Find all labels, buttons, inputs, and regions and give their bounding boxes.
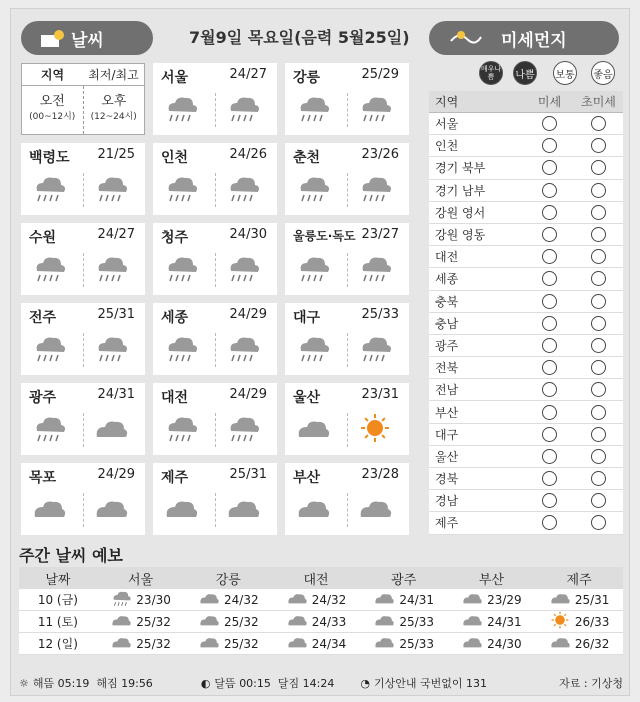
dust-region: 제주 — [435, 516, 459, 531]
city-card — [285, 223, 409, 295]
sun-icon — [549, 611, 571, 632]
weekly-temp: 24/34 — [311, 636, 347, 651]
cloud-icon — [461, 633, 483, 654]
rain-icon — [163, 173, 199, 207]
pm25-circle — [591, 271, 606, 286]
pm10-circle — [542, 160, 557, 175]
weekly-temp: 24/30 — [487, 636, 522, 651]
weekly-temp: 26/32 — [574, 636, 610, 651]
city-temp: 24/30 — [229, 227, 267, 242]
dust-row — [429, 379, 623, 401]
dust-region: 충북 — [435, 294, 459, 309]
pm25-circle — [591, 205, 606, 220]
weekly-temp: 24/32 — [224, 592, 259, 607]
weekly-col-city: 제주 — [566, 572, 592, 588]
dust-row — [429, 157, 623, 179]
rain-icon — [31, 173, 67, 207]
city-temp: 21/25 — [97, 147, 135, 162]
weekly-cell — [360, 633, 448, 654]
rain-icon — [357, 333, 393, 367]
cloud-icon — [549, 589, 571, 610]
weekly-temp: 25/32 — [136, 614, 171, 629]
weekly-cell — [184, 611, 272, 632]
dust-col-region: 지역 — [435, 95, 459, 109]
rain-icon — [295, 93, 331, 127]
city-temp: 24/31 — [97, 387, 135, 402]
rain-icon — [225, 173, 261, 207]
source-text: 자료 : 기상청 — [559, 677, 623, 690]
cloud-icon — [461, 589, 483, 610]
dust-row — [429, 180, 623, 202]
weekly-col-city: 대전 — [303, 572, 329, 588]
moonset-label: 달짐 — [277, 677, 300, 690]
rain-icon — [31, 253, 67, 287]
city-card — [21, 383, 145, 455]
dust-region: 강원 영동 — [435, 228, 486, 243]
weather-header — [21, 21, 153, 55]
weekly-temp: 24/31 — [487, 614, 522, 629]
cloud-icon — [198, 589, 220, 610]
legend-box — [21, 63, 145, 135]
city-name: 수원 — [29, 230, 57, 246]
dust-region: 광주 — [435, 338, 459, 353]
dust-row — [429, 313, 623, 335]
pm10-circle — [542, 316, 557, 331]
city-name: 세종 — [161, 310, 189, 326]
dust-row — [429, 335, 623, 357]
weekly-cell — [97, 611, 185, 632]
wind-icon — [449, 29, 483, 52]
sun-icon — [357, 413, 393, 447]
cloud-icon — [110, 633, 132, 654]
cloud-icon — [286, 611, 308, 632]
city-temp: 25/31 — [97, 307, 135, 322]
pm10-circle — [542, 138, 557, 153]
pm25-circle — [591, 183, 606, 198]
dust-panel — [429, 61, 623, 541]
city-card — [21, 303, 145, 375]
city-name: 목포 — [29, 470, 57, 486]
weekly-date: 10 (금) — [37, 593, 78, 607]
weekly-cell — [272, 611, 360, 632]
dust-region: 충남 — [435, 316, 459, 331]
level-normal: 보통 — [553, 61, 577, 85]
pm25-circle — [591, 160, 606, 175]
city-card — [153, 383, 277, 455]
dust-row — [429, 446, 623, 468]
moonrise-label: 달뜸 — [214, 677, 236, 690]
pm25-circle — [591, 360, 606, 375]
city-name: 서울 — [161, 70, 189, 86]
weekly-temp: 23/29 — [487, 592, 522, 607]
pm10-circle — [542, 271, 557, 286]
pm10-circle — [542, 405, 557, 420]
pm10-circle — [542, 515, 557, 530]
rain-icon — [93, 173, 129, 207]
weekly-temp: 25/32 — [224, 636, 259, 651]
weekly-cell — [360, 589, 448, 610]
weekly-row — [19, 633, 623, 655]
city-temp: 24/27 — [229, 67, 267, 82]
cloud-icon — [295, 413, 331, 447]
dust-row — [429, 224, 623, 246]
rain-icon — [110, 589, 132, 610]
pm25-circle — [591, 493, 606, 508]
weekly-table — [19, 567, 623, 655]
dust-region: 서울 — [435, 117, 459, 132]
city-card — [285, 63, 409, 135]
weekly-cell — [448, 611, 536, 632]
level-good: 좋음 — [591, 61, 615, 85]
pm10-circle — [542, 116, 557, 131]
pm10-circle — [542, 360, 557, 375]
dust-row — [429, 468, 623, 490]
phone-icon: ◔ — [360, 676, 370, 690]
rain-icon — [31, 333, 67, 367]
city-temp: 25/31 — [229, 467, 267, 482]
city-card — [285, 463, 409, 535]
weekly-cell — [272, 633, 360, 654]
dust-row — [429, 113, 623, 135]
weekly-cell — [97, 589, 185, 610]
weekly-temp: 25/33 — [399, 636, 434, 651]
rain-icon — [93, 333, 129, 367]
city-name: 광주 — [29, 390, 57, 406]
weather-label: 날씨 — [71, 30, 104, 51]
cloud-icon — [31, 493, 67, 527]
dust-region: 부산 — [435, 405, 459, 420]
weekly-cell — [360, 611, 448, 632]
dust-region: 대전 — [435, 250, 459, 265]
pm10-circle — [542, 183, 557, 198]
city-temp: 23/28 — [361, 467, 399, 482]
dust-row — [429, 490, 623, 512]
city-card — [21, 143, 145, 215]
date-title: 7월9일 목요일(음력 5월25일) — [189, 28, 410, 47]
dust-region: 대구 — [435, 427, 459, 442]
dust-row — [429, 512, 623, 534]
sunrise-label: 해뜸 — [32, 677, 55, 690]
weekly-temp: 25/32 — [136, 636, 171, 651]
cloud-icon — [93, 493, 129, 527]
weekly-col-city: 광주 — [391, 572, 417, 588]
weekly-date: 12 (일) — [37, 637, 78, 651]
weekly-row — [19, 611, 623, 633]
cloud-icon — [198, 633, 220, 654]
sun-icon: ☼ — [19, 676, 29, 690]
rain-icon — [31, 413, 67, 447]
weekly-cell — [272, 589, 360, 610]
pm25-circle — [591, 382, 606, 397]
pm25-circle — [591, 316, 606, 331]
weekly-col-city: 서울 — [128, 572, 154, 588]
city-card — [21, 463, 145, 535]
city-name: 전주 — [29, 310, 57, 326]
dust-region: 경남 — [435, 494, 459, 509]
city-temp: 23/31 — [361, 387, 399, 402]
weekly-cell — [184, 633, 272, 654]
pm25-circle — [591, 294, 606, 309]
level-very-bad: 매우나쁨 — [479, 61, 503, 85]
city-temp: 24/29 — [229, 307, 267, 322]
cloud-icon — [461, 611, 483, 632]
dust-region: 울산 — [435, 449, 459, 464]
city-card — [153, 63, 277, 135]
dust-col-pm25: 초미세 — [581, 95, 616, 109]
city-temp: 25/29 — [361, 67, 399, 82]
legend-pm: 오후 (12~24시) — [90, 94, 137, 122]
city-name: 춘천 — [293, 150, 321, 166]
city-card — [21, 223, 145, 295]
rain-icon — [163, 413, 199, 447]
cloud-icon — [286, 589, 308, 610]
rain-icon — [357, 173, 393, 207]
pm25-circle — [591, 227, 606, 242]
footer — [19, 673, 623, 693]
dust-header — [429, 21, 619, 55]
pm10-circle — [542, 471, 557, 486]
city-name: 강릉 — [293, 70, 321, 86]
rain-icon — [225, 253, 261, 287]
dust-region: 경기 북부 — [435, 161, 486, 176]
pm25-circle — [591, 405, 606, 420]
weekly-cell — [97, 633, 185, 654]
pm25-circle — [591, 427, 606, 442]
rain-icon — [357, 253, 393, 287]
city-name: 부산 — [293, 470, 321, 486]
weekly-temp: 26/33 — [574, 614, 610, 629]
city-temp: 25/33 — [361, 307, 399, 322]
pm25-circle — [591, 138, 606, 153]
weekly-col-city: 강릉 — [215, 572, 241, 588]
weekly-cell — [535, 611, 623, 632]
rain-icon — [93, 253, 129, 287]
rain-icon — [225, 413, 261, 447]
dust-row — [429, 291, 623, 313]
moon-icon: ◐ — [200, 676, 211, 690]
weekly-cell — [184, 589, 272, 610]
legend-region: 지역 — [40, 68, 65, 82]
level-bad: 나쁨 — [513, 61, 537, 85]
city-name: 대전 — [161, 390, 189, 406]
dust-region: 세종 — [435, 272, 459, 287]
pm10-circle — [542, 338, 557, 353]
sun-cloud-icon — [39, 27, 67, 54]
city-card — [153, 143, 277, 215]
sunset-label: 해짐 — [96, 677, 118, 690]
dust-row — [429, 268, 623, 290]
cloud-icon — [373, 589, 395, 610]
weekly-temp: 25/32 — [224, 614, 259, 629]
dust-table — [429, 91, 623, 535]
dust-region: 강원 영서 — [435, 205, 486, 220]
pm10-circle — [542, 205, 557, 220]
pm25-circle — [591, 338, 606, 353]
dust-region: 전북 — [435, 361, 459, 376]
info-text: 기상안내 국번없이 131 — [373, 677, 487, 690]
weekly-cell — [535, 589, 623, 610]
dust-region: 인천 — [435, 139, 459, 154]
city-card — [285, 303, 409, 375]
cloud-icon — [225, 493, 261, 527]
pm10-circle — [542, 493, 557, 508]
dust-row — [429, 135, 623, 157]
sunrise-time: 05:19 — [57, 676, 90, 690]
cloud-icon — [110, 611, 132, 632]
city-name: 백령도 — [29, 150, 70, 166]
rain-icon — [295, 253, 331, 287]
pm10-circle — [542, 249, 557, 264]
cloud-icon — [295, 493, 331, 527]
weekly-temp: 25/33 — [399, 614, 434, 629]
city-card — [153, 463, 277, 535]
dust-region: 경북 — [435, 472, 459, 487]
pm25-circle — [591, 116, 606, 131]
weekly-col-date: 날짜 — [45, 572, 71, 588]
city-name: 청주 — [161, 230, 189, 246]
dust-label: 미세먼지 — [501, 30, 567, 51]
dust-row — [429, 357, 623, 379]
dust-row — [429, 246, 623, 268]
weekly-cell — [448, 633, 536, 654]
city-name: 울산 — [293, 390, 321, 406]
pm25-circle — [591, 449, 606, 464]
cloud-icon — [93, 413, 129, 447]
cloud-icon — [373, 611, 395, 632]
weekly-temp: 24/31 — [399, 592, 434, 607]
weekly-cell — [535, 633, 623, 654]
weekly-temp: 24/33 — [311, 614, 347, 629]
weekly-temp: 24/32 — [311, 592, 347, 607]
dust-region: 경기 남부 — [435, 183, 486, 198]
pm10-circle — [542, 294, 557, 309]
dust-row — [429, 424, 623, 446]
rain-icon — [163, 93, 199, 127]
dust-region: 전남 — [435, 383, 459, 398]
pm25-circle — [591, 515, 606, 530]
pm10-circle — [542, 382, 557, 397]
pm10-circle — [542, 227, 557, 242]
cloud-icon — [163, 493, 199, 527]
cloud-icon — [373, 633, 395, 654]
weekly-temp: 23/30 — [136, 592, 171, 607]
cloud-icon — [357, 493, 393, 527]
rain-icon — [163, 253, 199, 287]
sunset-time: 19:56 — [121, 676, 153, 690]
city-name: 인천 — [161, 150, 189, 166]
city-temp: 24/27 — [97, 227, 135, 242]
city-temp: 23/27 — [361, 227, 399, 242]
rain-icon — [163, 333, 199, 367]
pm10-circle — [542, 427, 557, 442]
weekly-temp: 25/31 — [574, 592, 610, 607]
rain-icon — [357, 93, 393, 127]
moonset-time: 14:24 — [302, 676, 335, 690]
cloud-icon — [286, 633, 308, 654]
rain-icon — [295, 173, 331, 207]
weekly-date: 11 (토) — [37, 615, 78, 629]
legend-am: 오전 (00~12시) — [22, 86, 84, 134]
weekly-col-city: 부산 — [478, 572, 504, 588]
pm25-circle — [591, 471, 606, 486]
cloud-icon — [549, 633, 571, 654]
city-temp: 24/26 — [229, 147, 267, 162]
city-card — [153, 223, 277, 295]
city-card — [285, 143, 409, 215]
cloud-icon — [198, 611, 220, 632]
city-temp: 23/26 — [361, 147, 399, 162]
city-temp: 24/29 — [229, 387, 267, 402]
pm10-circle — [542, 449, 557, 464]
city-name: 대구 — [293, 310, 321, 326]
city-temp: 24/29 — [97, 467, 135, 482]
pm25-circle — [591, 249, 606, 264]
weather-panel — [10, 8, 630, 696]
rain-icon — [295, 333, 331, 367]
legend-minmax: 최저/최고 — [88, 68, 139, 82]
dust-row — [429, 202, 623, 224]
dust-col-pm10: 미세 — [537, 95, 562, 109]
weekly-row — [19, 589, 623, 611]
weekly-title: 주간 날씨 예보 — [19, 546, 123, 565]
dust-row — [429, 401, 623, 423]
city-name: 제주 — [161, 470, 189, 486]
city-card — [153, 303, 277, 375]
rain-icon — [225, 93, 261, 127]
city-name: 울릉도·독도 — [293, 229, 356, 243]
moonrise-time: 00:15 — [239, 676, 271, 690]
city-card — [285, 383, 409, 455]
rain-icon — [225, 333, 261, 367]
weekly-cell — [448, 589, 536, 610]
